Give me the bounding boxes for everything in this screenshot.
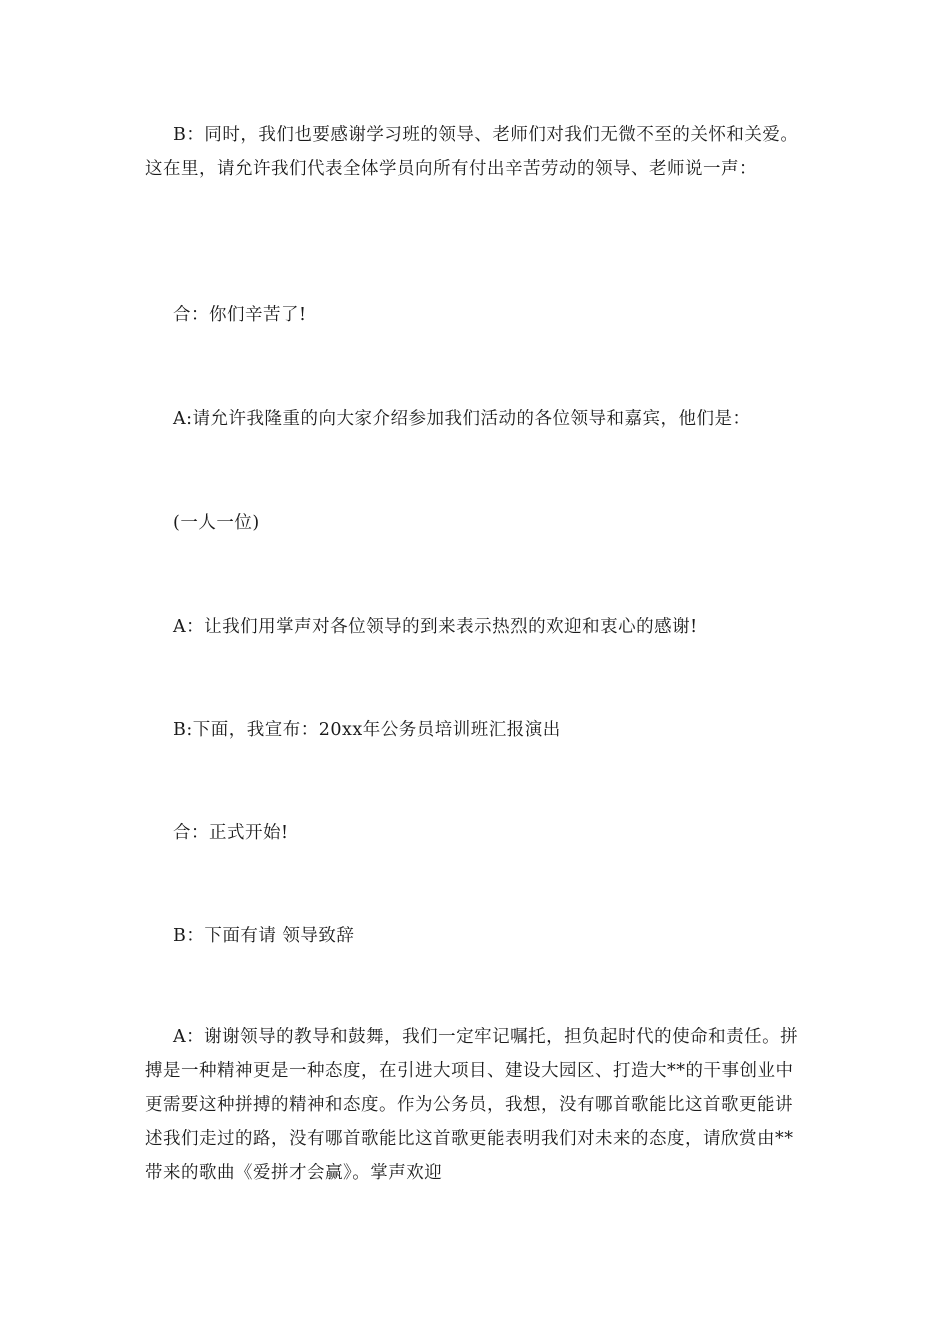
paragraph-introduce-guests: A:请允许我隆重的向大家介绍参加我们活动的各位领导和嘉宾，他们是：: [173, 409, 751, 429]
paragraph-announce-show: B:下面，我宣布：20xx年公务员培训班汇报演出: [173, 720, 561, 740]
paragraph-thanks-leaders: B：同时，我们也要感谢学习班的领导、老师们对我们无微不至的关怀和关爱。这在里，请允许我们代表全体学员向所有付出辛苦劳动的领导、老师说一声：: [145, 125, 799, 179]
paragraph-one-by-one: (一人一位): [173, 513, 260, 533]
paragraph-chorus-begin: 合：正式开始!: [173, 823, 289, 843]
paragraph-leader-speech: B：下面有请 领导致辞: [173, 926, 355, 946]
paragraph-chorus-thanks: 合：你们辛苦了!: [173, 305, 307, 325]
paragraph-song-intro: A：谢谢领导的教导和鼓舞，我们一定牢记嘱托，担负起时代的使命和责任。拼搏是一种精神更是一种态度，在引进大项目、建设大园区、打造大**的干事创业中更需要这种拼搏的精神和态度。作为公务员，我想，没有哪首歌能比这首歌更能讲述我们走过的路，没有哪首歌能比这首歌更能表明我们对未来的态度，请欣赏由**带来的歌曲《爱拼才会赢》。掌声欢迎: [145, 1027, 799, 1183]
paragraph-applause-welcome: A：让我们用掌声对各位领导的到来表示热烈的欢迎和衷心的感谢!: [173, 617, 698, 637]
